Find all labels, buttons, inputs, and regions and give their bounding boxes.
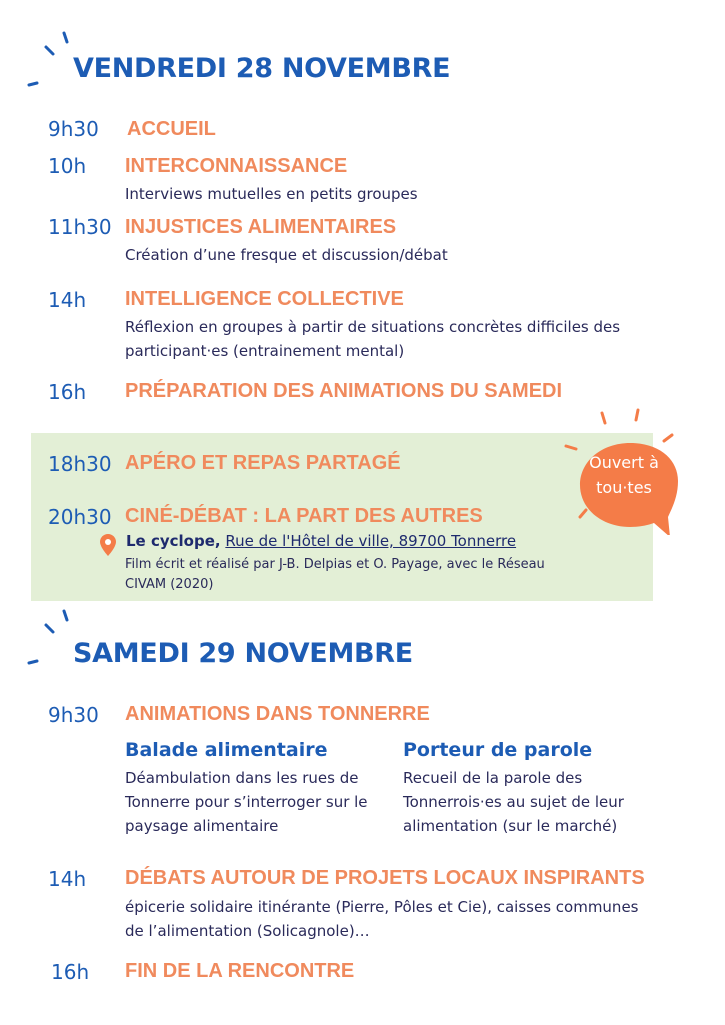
session-description: Interviews mutuelles en petits groupes [125,185,418,203]
time-label: 14h [48,288,87,312]
film-credit: Film écrit et réalisé par J-B. Delpias et O. Payage, avec le Réseau CIVAM (2020) [125,557,545,592]
open-to-all-badge [574,450,674,500]
session-title: ACCUEIL [127,118,216,140]
activity-description: Déambulation dans les rues de Tonnerre pour s’interroger sur le paysage alimentaire [125,769,368,835]
session-title: PRÉPARATION DES ANIMATIONS DU SAMEDI [125,380,563,402]
sparkle-dashes-icon [26,608,76,668]
session-title: INTELLIGENCE COLLECTIVE [125,288,404,310]
venue-line [126,532,516,550]
session-title: INJUSTICES ALIMENTAIRES [125,216,397,238]
session-description: Réflexion en groupes à partir de situations concrètes difficiles des participant·es (entrainement mental) [125,318,621,360]
time-label: 18h30 [48,452,112,476]
saturday-heading: SAMEDI 29 NOVEMBRE [73,638,413,669]
time-label: 9h30 [48,703,99,727]
time-label: 11h30 [48,215,112,239]
activity-title: Porteur de parole [403,739,593,761]
friday-heading: VENDREDI 28 NOVEMBRE [73,53,451,84]
badge-line-1: Ouvert à [589,453,659,472]
time-label: 9h30 [48,117,99,141]
time-label: 16h [51,960,90,984]
venue-address: Rue de l'Hôtel de ville, 89700 Tonnerre [225,532,517,550]
activity-title: Balade alimentaire [125,739,328,761]
session-title: ANIMATIONS DANS TONNERRE [125,703,430,725]
session-title: CINÉ-DÉBAT : LA PART DES AUTRES [125,505,483,527]
session-description: épicerie solidaire itinérante (Pierre, Pôles et Cie), caisses communes de l’alimentation (Solicagnole)… [125,898,639,940]
sparkle-dashes-icon [26,30,76,90]
venue-name: Le cyclope, [126,532,221,550]
session-description: Création d’une fresque et discussion/débat [125,246,448,264]
session-title: INTERCONNAISSANCE [125,155,348,177]
session-title: APÉRO ET REPAS PARTAGÉ [125,452,401,474]
badge-line-2: tou·tes [596,478,652,497]
time-label: 10h [48,154,87,178]
time-label: 14h [48,867,87,891]
activity-description: Recueil de la parole des Tonnerrois·es au sujet de leur alimentation (sur le marché) [403,769,624,835]
time-label: 16h [48,380,87,404]
session-title: FIN DE LA RENCONTRE [125,960,355,982]
session-title: DÉBATS AUTOUR DE PROJETS LOCAUX INSPIRANTS [125,867,645,889]
time-label: 20h30 [48,505,112,529]
location-pin-icon [100,534,116,556]
